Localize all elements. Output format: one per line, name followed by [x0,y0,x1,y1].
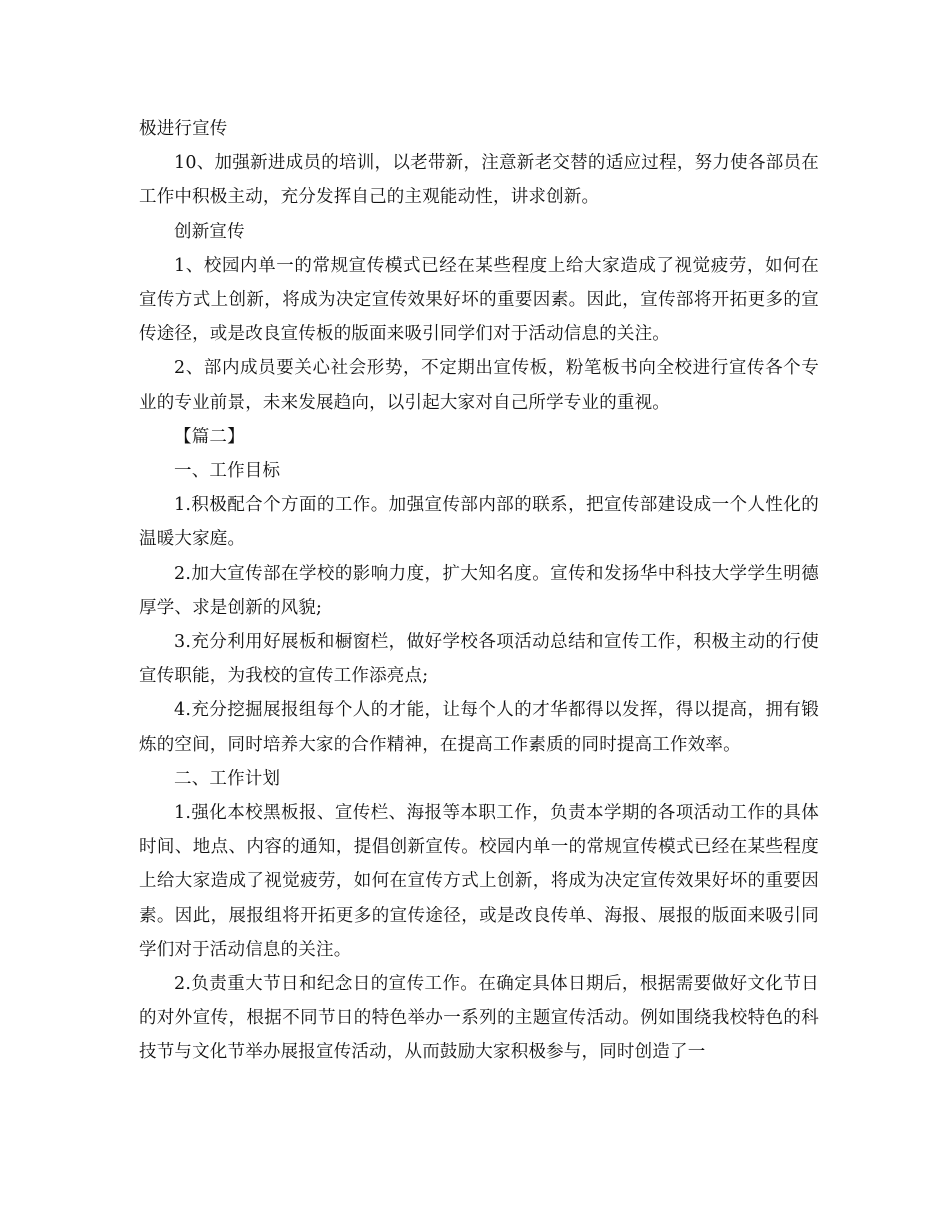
paragraph-goal-4: 4.充分挖掘展报组每个人的才能，让每个人的才华都得以发挥，得以提高，拥有锻炼的空间，同时培养大家的合作精神，在提高工作素质的同时提高工作效率。 [139,700,819,755]
section-heading-part-two: 【篇二】 [174,426,245,447]
paragraph-plan-1: 1.强化本校黑板报、宣传栏、海报等本职工作，负责本学期的各项活动工作的具体时间、地点、内容的通知，提倡创新宣传。校园内单一的常规宣传模式已经在某些程度上给大家造成了视觉疲劳，如何在宣传方式上创新，将成为决定宣传效果好坏的重要因素。因此，展报组将开拓更多的宣传途径，或是改良传单、海报、展报的版面来吸引同学们对于活动信息的关注。 [139,803,819,960]
paragraph-plan-2: 2.负责重大节日和纪念日的宣传工作。在确定具体日期后，根据需要做好文化节日的对外宣传，根据不同节日的特色举办一系列的主题宣传活动。例如围绕我校特色的科技节与文化节举办展报宣传活动，从而鼓励大家积极参与，同时创造了一 [139,974,819,1063]
paragraph-continuation: 极进行宣传 [139,119,228,139]
heading-work-plan: 二、工作计划 [174,768,281,789]
paragraph-innovation-1: 1、校园内单一的常规宣传模式已经在某些程度上给大家造成了视觉疲劳，如何在宣传方式上创新，将成为决定宣传效果好坏的重要因素。因此，宣传部将开拓更多的宣传途径，或是改良宣传板的版面来吸引同学们对于活动信息的关注。 [139,255,819,345]
paragraph-goal-2: 2.加大宣传部在学校的影响力度，扩大知名度。宣传和发扬华中科技大学学生明德厚学、求是创新的风貌; [139,563,819,618]
paragraph-goal-3: 3.充分利用好展板和橱窗栏，做好学校各项活动总结和宣传工作，积极主动的行使宣传职能，为我校的宣传工作添亮点; [139,632,819,687]
paragraph-item-10: 10、加强新进成员的培训，以老带新，注意新老交替的适应过程，努力使各部员在工作中积极主动，充分发挥自己的主观能动性，讲求创新。 [139,153,819,208]
heading-innovation-publicity: 创新宣传 [174,221,245,242]
heading-work-goals: 一、工作目标 [174,461,281,482]
paragraph-goal-1: 1.积极配合个方面的工作。加强宣传部内部的联系，把宣传部建设成一个人性化的温暖大家庭。 [139,495,819,550]
paragraph-innovation-2: 2、部内成员要关心社会形势，不定期出宣传板，粉笔板书向全校进行宣传各个专业的专业前景，未来发展趋向，以引起大家对自己所学专业的重视。 [139,358,819,413]
document-body [139,112,819,1070]
